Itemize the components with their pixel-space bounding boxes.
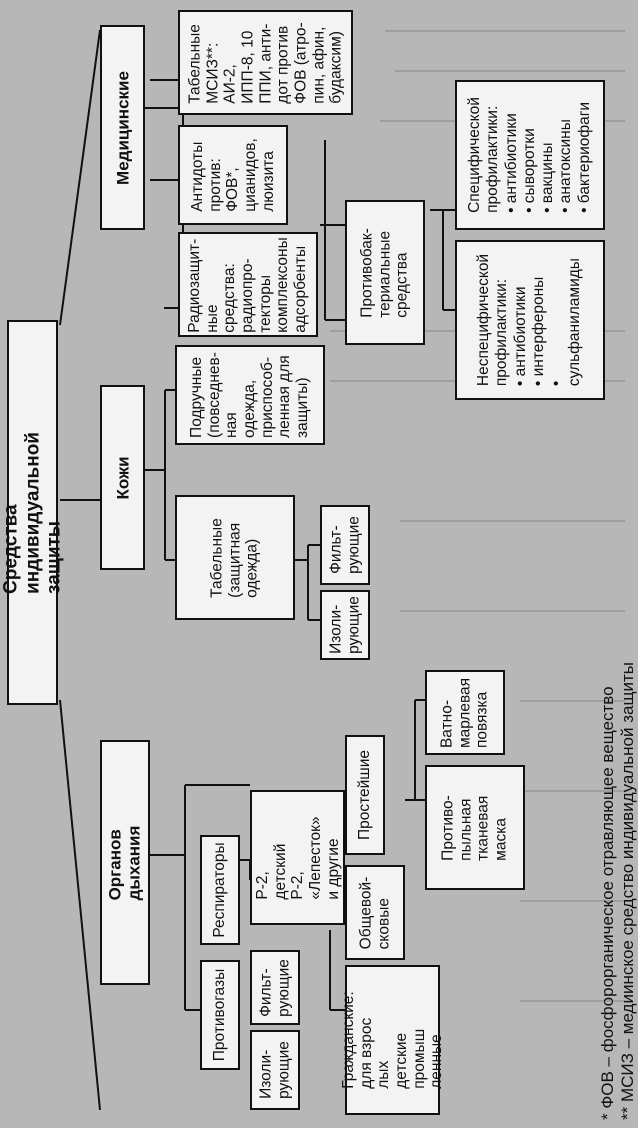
footnote-fov: * ФОВ – фосфорорганическое отравляющее вещество	[598, 686, 617, 1120]
medical-nonspecific-label: Неспецифической профилактики: • антибиотики • интерфероны • сульфаниламиды	[475, 253, 584, 387]
breathing-dust-mask	[425, 765, 525, 890]
medical-standard	[178, 10, 353, 115]
breathing-respirator-types	[250, 790, 345, 925]
skin-filtering-label: Фильт- рующие	[327, 516, 362, 574]
skin-filtering	[320, 505, 370, 585]
root-box	[0, 320, 65, 705]
footnote-msiz: ** МСИЗ – медиинское средство индивидуальной защиты	[618, 662, 637, 1120]
category-skin	[100, 385, 145, 570]
category-breathing-label: Органов дыхания	[105, 825, 144, 900]
medical-specific-label: Специфической профилактики: • антибиотики • сыворотки • вакцины • анатоксины • бактериофаги	[466, 97, 593, 213]
medical-radioprotective	[178, 232, 318, 337]
breathing-simple	[345, 735, 385, 855]
breathing-combined	[345, 865, 405, 960]
breathing-gas-masks	[200, 960, 240, 1070]
category-medical-label: Медицинские	[112, 70, 132, 185]
medical-specific	[455, 80, 605, 230]
medical-antidotes-label: Антидоты против: ФОВ*, цианидов, люизита	[188, 138, 277, 212]
medical-antibacterial-label: Противобак- териальные средства	[358, 227, 411, 318]
breathing-respirators	[200, 835, 240, 945]
breathing-simple-label: Простейшие	[356, 749, 374, 841]
skin-isolating-label: Изоли- рующие	[327, 596, 362, 654]
breathing-filter-types-label: Гражданские: для взрос лых детские промыш ленные	[339, 991, 445, 1089]
breathing-filtering-label: Фильт- рующие	[257, 958, 292, 1017]
breathing-respirator-types-label: Р-2, детский Р-2, «Лепесток» и другие	[253, 815, 341, 900]
skin-improvised	[175, 345, 325, 445]
breathing-dust-mask-label: Противо- пыльная тканевая маска	[439, 794, 510, 861]
skin-isolating	[320, 590, 370, 660]
skin-standard	[175, 495, 295, 620]
medical-radioprotective-label: Радиозащит- ные средства: радиопро- текторы комплексоны адсорбенты	[186, 236, 310, 333]
breathing-filter-types	[339, 965, 445, 1115]
skin-improvised-label: Подручные (повседнев- ная одежда, приспособ- ленная для защиты)	[188, 352, 312, 438]
medical-standard-label: Табельные МСИЗ**: АИ-2, ИПП‑8, 10 ППИ, анти- дот против ФОВ (атро- пин, афин, будаксим)	[186, 21, 345, 104]
breathing-isolating-label: Изоли- рующие	[257, 1041, 292, 1099]
breathing-isolating	[250, 1030, 300, 1110]
category-skin-label: Кожи	[112, 455, 132, 500]
breathing-filtering	[250, 950, 300, 1025]
skin-standard-label: Табельные (защитная одежда)	[208, 517, 261, 598]
medical-antidotes	[178, 125, 288, 225]
category-breathing	[100, 740, 150, 985]
breathing-gauze	[425, 670, 505, 755]
breathing-combined-label: Общевой- сковые	[357, 876, 392, 949]
medical-antibacterial	[345, 200, 425, 345]
breathing-respirators-label: Респираторы	[211, 842, 229, 938]
breathing-gas-masks-label: Противогазы	[211, 968, 229, 1062]
breathing-gauze-label: Ватно- марлевая повязка	[438, 677, 491, 748]
root-label: Средства индивидуальной защиты	[0, 431, 65, 594]
medical-nonspecific	[455, 240, 605, 400]
category-medical	[100, 25, 145, 230]
